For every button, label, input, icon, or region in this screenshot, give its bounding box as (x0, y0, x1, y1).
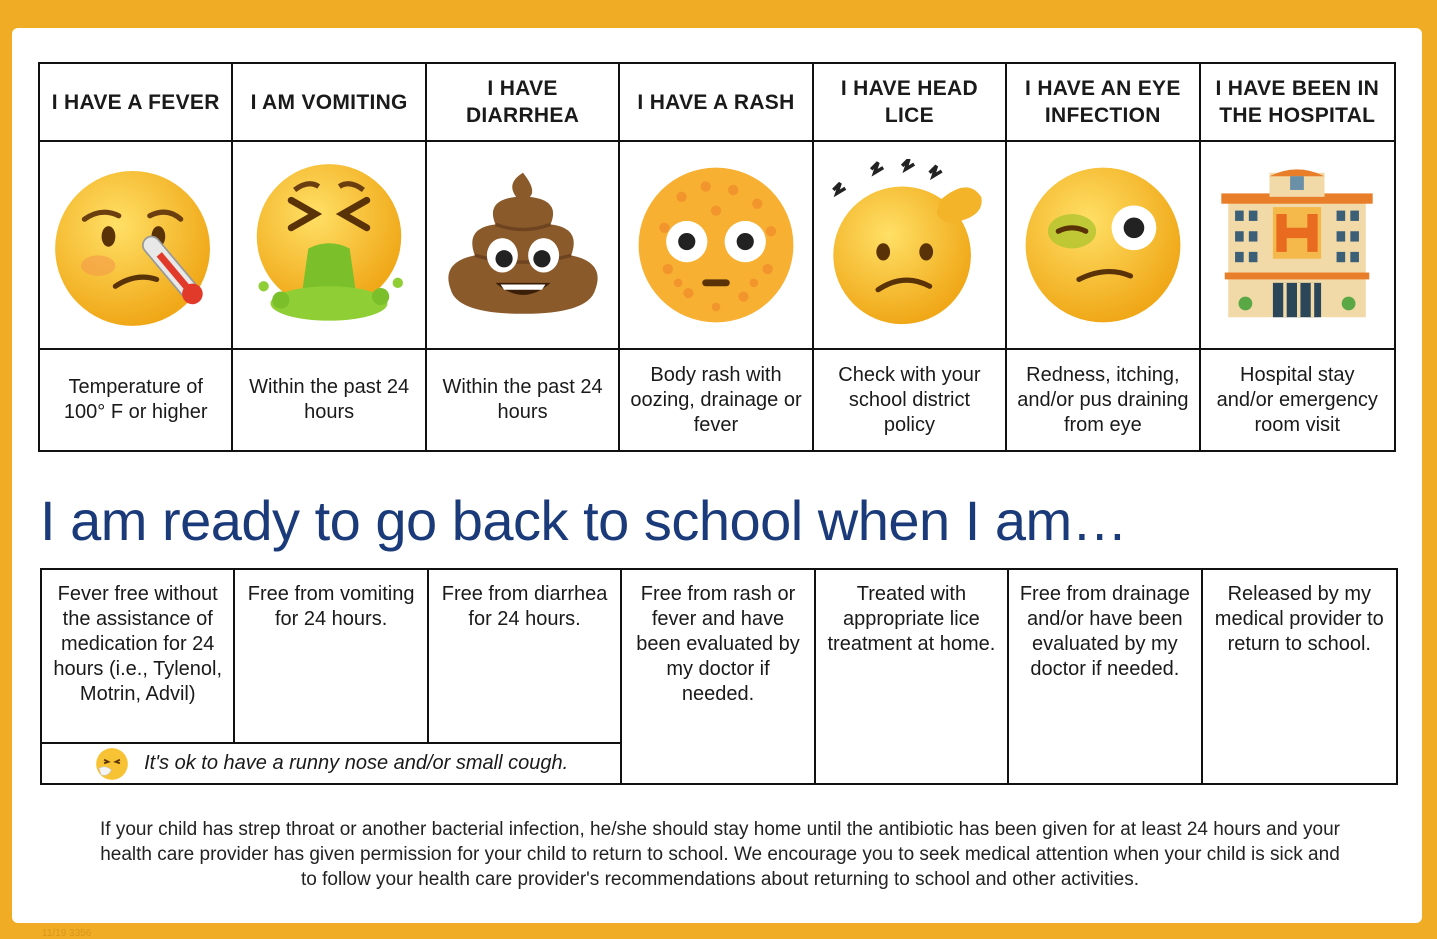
symptom-desc-eye: Redness, itching, and/or pus draining from eye (1007, 350, 1200, 450)
hospital-building-emoji (1201, 142, 1394, 350)
symptom-desc-fever: Temperature of 100° F or higher (40, 350, 233, 450)
ready-cell-eye: Free from drainage and/or have been evaluated by my doctor if needed. (1009, 570, 1202, 783)
ready-cell-rash: Free from rash or fever and have been evaluated by my doctor if needed. (622, 570, 815, 783)
poop-emoji (427, 142, 620, 350)
rash-face-emoji (620, 142, 813, 350)
footer-code: 11/19 3356 (42, 928, 92, 939)
disclaimer-text: If your child has strep throat or another bacterial infection, he/she should stay home until the antibiotic has been given for at least 24 hours and your health care provider has given permission for your child to return to school. We encourage you to seek medical attention when your child is sick and to follow your health care provider's recommendations about returning to school and other activities. (100, 819, 1340, 890)
symptom-desc-lice: Check with your school district policy (814, 350, 1007, 450)
symptom-header-diarrhea: I HAVE DIARRHEA (427, 64, 620, 142)
ready-cell-hospital: Released by my medical provider to return to school. (1214, 583, 1384, 655)
symptom-header-lice: I HAVE HEAD LICE (814, 64, 1007, 142)
runny-nose-note-text: It's ok to have a runny nose and/or small cough. (144, 752, 569, 774)
symptom-header-rash: I HAVE A RASH (620, 64, 813, 142)
symptom-desc-diarrhea: Within the past 24 hours (427, 350, 620, 450)
fever-thermometer-emoji (40, 142, 233, 350)
symptom-desc-rash: Body rash with oozing, drainage or fever (620, 350, 813, 450)
symptom-table (38, 62, 1396, 452)
symptom-header-vomiting: I AM VOMITING (233, 64, 426, 142)
ready-headline: I am ready to go back to school when I am… (40, 489, 1128, 552)
sneezing-face-emoji (94, 746, 130, 782)
symptom-desc-hospital: Hospital stay and/or emergency room visit (1216, 363, 1378, 436)
vomiting-face-emoji (233, 142, 426, 350)
ready-cell-lice: Treated with appropriate lice treatment at home. (816, 570, 1009, 783)
symptom-header-hospital: I HAVE BEEN IN THE HOSPITAL (1201, 64, 1394, 142)
runny-nose-note (42, 744, 622, 783)
ready-cell-vomiting: Free from vomiting for 24 hours. (235, 570, 428, 744)
scratching-head-emoji (814, 142, 1007, 350)
symptom-header-eye: I HAVE AN EYE INFECTION (1007, 64, 1200, 142)
ready-cell-fever: Fever free without the assistance of medication for 24 hours (i.e., Tylenol, Motrin, Advil) (42, 570, 235, 744)
symptom-header-fever: I HAVE A FEVER (40, 64, 233, 142)
eye-infection-face-emoji (1007, 142, 1200, 350)
ready-cell-diarrhea: Free from diarrhea for 24 hours. (429, 570, 622, 744)
ready-table (40, 568, 1398, 785)
symptom-desc-vomiting: Within the past 24 hours (233, 350, 426, 450)
